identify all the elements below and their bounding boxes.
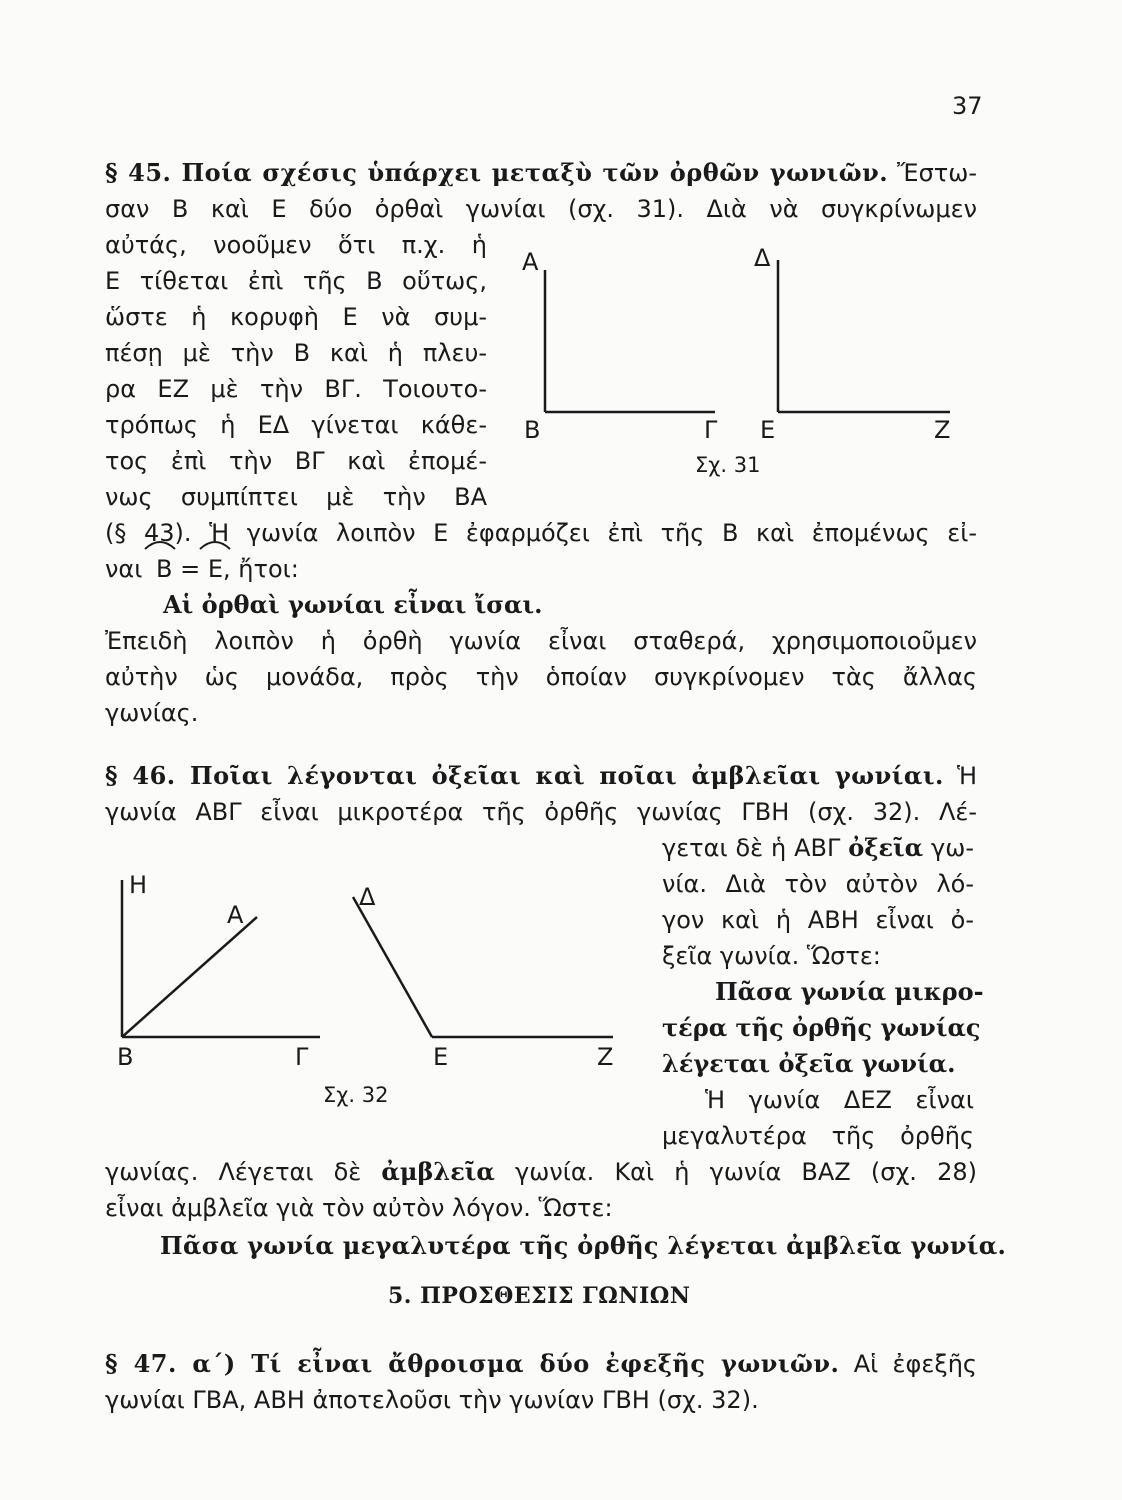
text-line: Ε τίθεται ἐπὶ τῆς Β οὕτως, (105, 267, 487, 295)
text-line: σαν Β καὶ Ε δύο ὀρθαὶ γωνίαι (σχ. 31). Διὰ νὰ συγκρίνωμεν (105, 195, 977, 223)
equation-line (105, 553, 299, 585)
text-line: ὥστε ἡ κορυφὴ Ε νὰ συμ- (105, 303, 487, 331)
text-fragment: γεται δὲ ἡ ΑΒΓ (662, 834, 841, 862)
text-line: γον καὶ ἡ ΑΒΗ εἶναι ὀ- (662, 906, 974, 934)
text-line: εἶναι ἀμβλεῖα γιὰ τὸν αὐτὸν λόγον. Ὥστε: (105, 1194, 613, 1222)
ray-ba (122, 917, 257, 1037)
label-a: Α (522, 248, 539, 276)
label-e: Ε (760, 416, 776, 444)
text-line: γωνίαι ΓΒΑ, ΑΒΗ ἀποτελοῦσι τὴν γωνίαν ΓΒΗ (σχ. 32). (105, 1386, 759, 1414)
text-fragment: γωνίας. Λέγεται δὲ (105, 1158, 362, 1186)
text-line: ρα ΕΖ μὲ τὴν ΒΓ. Τοιουτο- (105, 375, 487, 403)
label-b: Β (117, 1043, 134, 1071)
text-line: Ἡ γωνία ΔΕΖ εἶναι (705, 1086, 974, 1114)
figure-caption: Σχ. 32 (323, 1083, 389, 1107)
section-46-title: § 46. Ποῖαι λέγονται ὀξεῖαι καὶ ποῖαι ἀμβλεῖαι γωνίαι. (105, 761, 944, 790)
text-line: Αἱ ἐφεξῆς (853, 1350, 978, 1378)
page-number: 37 (952, 92, 983, 120)
text-line: αὐτάς, νοοῦμεν ὅτι π.χ. ἡ (105, 231, 487, 259)
angle-e: Ε (207, 555, 224, 583)
section-47-title: § 47. α΄) Τί εἶναι ἄθροισμα δύο ἐφεξῆς γωνιῶν. (105, 1349, 840, 1378)
label-g: Γ (704, 416, 718, 444)
angle-hat-icon (143, 535, 177, 551)
text-line: πέσῃ μὲ τὴν Β καὶ ἡ πλευ- (105, 339, 487, 367)
label-z: Ζ (597, 1043, 614, 1071)
label-h: Η (129, 871, 148, 899)
text-line (105, 1156, 977, 1188)
rule-obtuse: Πᾶσα γωνία μεγαλυτέρα τῆς ὀρθῆς λέγεται ἀμβλεῖα γωνία. (160, 1231, 1007, 1260)
rule-acute-line: τέρα τῆς ὀρθῆς γωνίας (662, 1013, 981, 1042)
text-line: μεγαλυτέρα τῆς ὀρθῆς (662, 1122, 974, 1150)
figure-caption: Σχ. 31 (695, 453, 761, 477)
text-line: γωνία ΑΒΓ εἶναι μικροτέρα τῆς ὀρθῆς γωνίας ΓΒΗ (σχ. 32). Λέ- (105, 798, 977, 826)
chapter-heading: 5. ΠΡΟΣΘΕΣΙΣ ΓΩΝΙΩΝ (388, 1283, 691, 1309)
text-line: νία. Διὰ τὸν αὐτὸν λό- (662, 870, 974, 898)
text-fragment: ναι (105, 555, 143, 583)
section-47-first-line (105, 1348, 977, 1380)
emphasis-obtuse: ἀμβλεῖα (381, 1157, 495, 1186)
figure-31 (510, 240, 970, 480)
label-d: Δ (754, 244, 771, 272)
rule-acute-line: Πᾶσα γωνία μικρο- (715, 977, 984, 1006)
section-45-title: § 45. Ποία σχέσις ὑπάρχει μεταξὺ τῶν ὀρθῶν γωνιῶν. (105, 158, 889, 187)
equals-sign: = (180, 555, 201, 583)
label-z: Ζ (934, 416, 951, 444)
section-46-first-line (105, 760, 977, 792)
text-line: ξεῖα γωνία. Ὥστε: (662, 942, 881, 970)
label-g: Γ (295, 1043, 309, 1071)
text-line: τος ἐπὶ τὴν ΒΓ καὶ ἐπομέ- (105, 447, 487, 475)
label-a: Α (227, 901, 244, 929)
text-line: νως συμπίπτει μὲ τὴν ΒΑ (105, 483, 487, 511)
text-fragment: , ἤτοι: (223, 555, 299, 583)
label-b: Β (524, 416, 541, 444)
emphasis-acute: ὀξεῖα (848, 833, 924, 862)
ray-ed (353, 897, 432, 1037)
text-fragment: γω- (931, 834, 974, 862)
rule-acute-line: λέγεται ὀξεῖα γωνία. (662, 1049, 956, 1078)
angle-b: Β (156, 555, 173, 583)
text-line: Ἡ (956, 762, 977, 790)
angle-hat-icon (198, 535, 232, 551)
text-fragment: γωνία. Καὶ ἡ γωνία ΒΑΖ (σχ. 28) (515, 1158, 977, 1186)
rule-right-angles-equal: Αἱ ὀρθαὶ γωνίαι εἶναι ἴσαι. (163, 590, 543, 619)
text-line: Ἐπειδὴ λοιπὸν ἡ ὀρθὴ γωνία εἶναι σταθερά, χρησιμοποιοῦμεν (105, 627, 977, 655)
text-line: αὐτὴν ὡς μονάδα, πρὸς τὴν ὁποίαν συγκρίνομεν τὰς ἄλλας (105, 663, 977, 691)
text-line: γωνίας. (105, 699, 199, 727)
section-45-first-line (105, 157, 977, 189)
text-line (662, 832, 974, 864)
label-e: Ε (433, 1043, 449, 1071)
text-line: (§ 43). Ἡ γωνία λοιπὸν Ε ἐφαρμόζει ἐπὶ τῆς Β καὶ ἐπομένως εἰ- (105, 519, 977, 547)
text-line: Ἔστω- (897, 159, 977, 187)
figure-32 (105, 855, 625, 1115)
text-line: τρόπως ἡ ΕΔ γίνεται κάθε- (105, 411, 487, 439)
label-d: Δ (359, 883, 376, 911)
